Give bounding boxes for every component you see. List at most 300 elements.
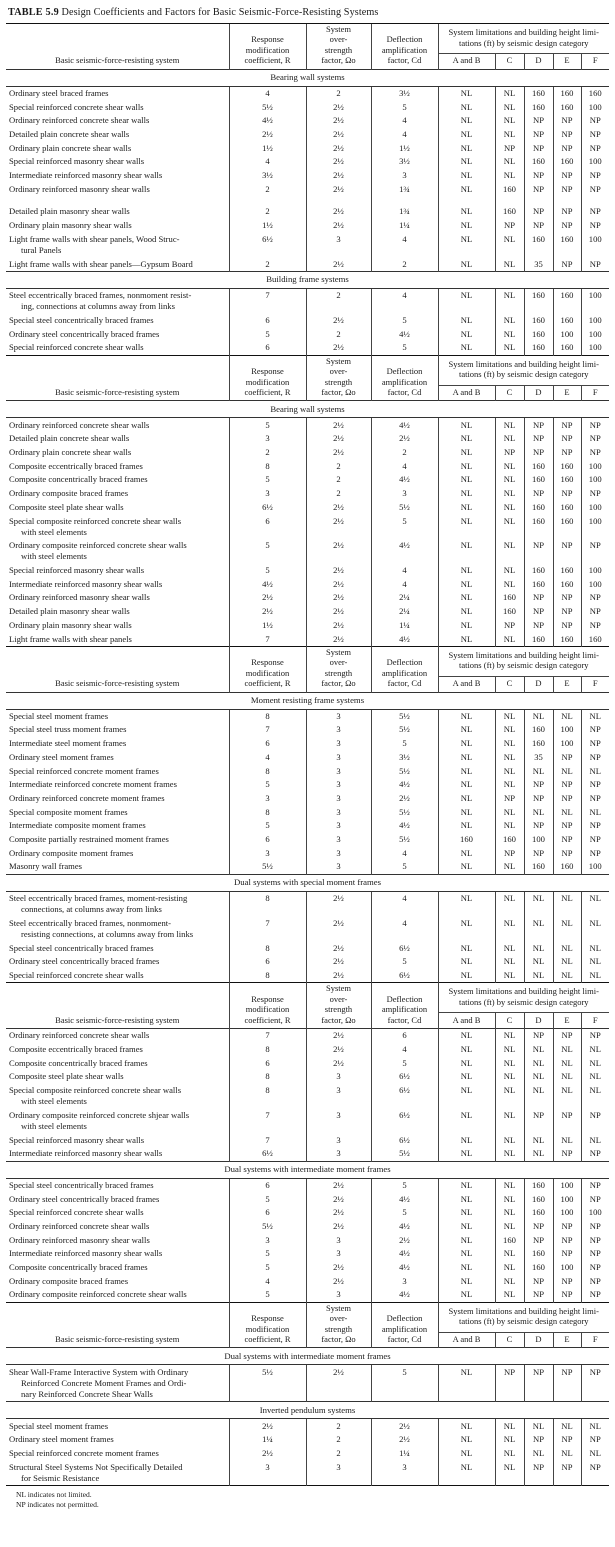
cell-sdc-f: 100 bbox=[581, 473, 609, 487]
cell-sdc-e: NL bbox=[553, 1447, 581, 1461]
cell-sdc-d: 160 bbox=[524, 232, 553, 257]
cell-system-overstrength: 2½ bbox=[306, 917, 371, 942]
cell-sdc-ab: NL bbox=[438, 764, 495, 778]
cell-deflection-amplification: 1¼ bbox=[371, 619, 438, 633]
column-header-system-label: Basic seismic-force-resisting system bbox=[55, 1334, 180, 1345]
system-name-line1: Ordinary composite reinforced concrete shjear walls bbox=[9, 1109, 190, 1120]
cell-sdc-c: NL bbox=[495, 1433, 524, 1447]
cell-sdc-c: NL bbox=[495, 1109, 524, 1134]
cell-sdc-ab: NL bbox=[438, 539, 495, 564]
table-caption: Design Coefficients and Factors for Basic Seismic-Force-Resisting Systems bbox=[61, 7, 379, 18]
cell-sdc-c: NL bbox=[495, 539, 524, 564]
cell-system-overstrength: 2½ bbox=[306, 514, 371, 539]
cell-sdc-f: NP bbox=[581, 1433, 609, 1447]
table-row bbox=[6, 1178, 609, 1192]
cell-system-overstrength: 2½ bbox=[306, 169, 371, 183]
table-row bbox=[6, 792, 609, 806]
cell-system-name bbox=[6, 1084, 229, 1109]
cell-sdc-f: NP bbox=[581, 1247, 609, 1261]
cell-deflection-amplification: 4 bbox=[371, 232, 438, 257]
cell-sdc-e: 100 bbox=[553, 1192, 581, 1206]
table-header-row-top bbox=[6, 1302, 609, 1332]
table-row bbox=[6, 1460, 609, 1485]
cell-deflection-amplification: 5½ bbox=[371, 723, 438, 737]
cell-sdc-e: NP bbox=[553, 1365, 581, 1402]
cell-sdc-ab: NL bbox=[438, 792, 495, 806]
column-header-system bbox=[6, 24, 229, 70]
spacer-cell bbox=[306, 196, 371, 205]
system-name-line1: Ordinary reinforced masonry shear walls bbox=[9, 1234, 150, 1245]
system-name-line2: connections, at columns away from links bbox=[21, 904, 162, 915]
cell-sdc-ab: NL bbox=[438, 141, 495, 155]
omega-line1: System bbox=[325, 646, 352, 657]
cell-response-modification: 6 bbox=[229, 1056, 306, 1070]
cell-deflection-amplification: 2½ bbox=[371, 432, 438, 446]
omega-line4: factor, Ωo bbox=[321, 1014, 356, 1025]
spacer-cell bbox=[6, 196, 229, 205]
cell-sdc-e: 160 bbox=[553, 86, 581, 100]
r-line1: Response bbox=[251, 1313, 284, 1324]
cell-deflection-amplification: 1¼ bbox=[371, 219, 438, 233]
cell-sdc-f: NP bbox=[581, 205, 609, 219]
cell-response-modification: 4 bbox=[229, 751, 306, 765]
cell-sdc-ab: NL bbox=[438, 1147, 495, 1161]
cell-response-modification: 3 bbox=[229, 432, 306, 446]
cell-sdc-ab: NL bbox=[438, 1365, 495, 1402]
bottom-rule-cell bbox=[371, 1486, 438, 1487]
spacer-cell bbox=[371, 196, 438, 205]
cell-sdc-c: NL bbox=[495, 1147, 524, 1161]
system-name-line1: Masonry wall frames bbox=[9, 861, 83, 872]
cell-deflection-amplification: 4½ bbox=[371, 778, 438, 792]
cell-system-overstrength: 2 bbox=[306, 1419, 371, 1433]
cell-sdc-e: 160 bbox=[553, 232, 581, 257]
cell-sdc-c: NL bbox=[495, 514, 524, 539]
cell-system-overstrength: 2½ bbox=[306, 955, 371, 969]
cell-response-modification: 4 bbox=[229, 86, 306, 100]
cell-deflection-amplification: 5 bbox=[371, 341, 438, 355]
table-row bbox=[6, 182, 609, 196]
cell-response-modification: 6 bbox=[229, 341, 306, 355]
cell-deflection-amplification: 5 bbox=[371, 860, 438, 874]
cell-sdc-d: 160 bbox=[524, 514, 553, 539]
system-name-line1: Special composite reinforced concrete shear walls bbox=[9, 515, 182, 526]
cell-response-modification: 1½ bbox=[229, 141, 306, 155]
omega-line4: factor, Ωo bbox=[321, 387, 356, 397]
cell-sdc-d: NP bbox=[524, 432, 553, 446]
system-name-line2: for Seismic Resistance bbox=[21, 1472, 100, 1483]
system-name-line1: Ordinary reinforced concrete moment frames bbox=[9, 792, 165, 803]
cd-line2: amplification bbox=[381, 44, 428, 55]
cd-line1: Deflection bbox=[386, 657, 423, 668]
cell-sdc-ab: NL bbox=[438, 514, 495, 539]
cell-sdc-d: 160 bbox=[524, 473, 553, 487]
system-name-line1: Composite concentrically braced frames bbox=[9, 1057, 148, 1068]
cell-sdc-ab: 160 bbox=[438, 833, 495, 847]
cell-sdc-f: NP bbox=[581, 487, 609, 501]
cell-sdc-c: NL bbox=[495, 1192, 524, 1206]
cell-response-modification: 5½ bbox=[229, 1220, 306, 1234]
cell-deflection-amplification: 2½ bbox=[371, 1433, 438, 1447]
cell-sdc-d: NP bbox=[524, 418, 553, 432]
table-title bbox=[6, 4, 609, 23]
table-row bbox=[6, 232, 609, 257]
cell-sdc-f: NP bbox=[581, 737, 609, 751]
cell-system-name bbox=[6, 1028, 229, 1042]
cell-sdc-e: NL bbox=[553, 1070, 581, 1084]
cell-system-name bbox=[6, 1206, 229, 1220]
system-name-line1: Special reinforced masonry shear walls bbox=[9, 1134, 145, 1145]
cell-sdc-ab: NL bbox=[438, 737, 495, 751]
cell-deflection-amplification: 4½ bbox=[371, 539, 438, 564]
cell-response-modification: 3 bbox=[229, 1233, 306, 1247]
table-row bbox=[6, 917, 609, 942]
cell-sdc-d: NP bbox=[524, 1233, 553, 1247]
system-name-line1: Ordinary steel moment frames bbox=[9, 1434, 114, 1445]
section-header-row bbox=[6, 401, 609, 418]
cell-system-overstrength: 3 bbox=[306, 709, 371, 723]
system-name-line2: Reinforced Concrete Moment Frames and Ordi- bbox=[21, 1377, 187, 1388]
cell-sdc-f: 100 bbox=[581, 327, 609, 341]
cell-sdc-e: 160 bbox=[553, 632, 581, 646]
cd-line2: amplification bbox=[381, 376, 428, 387]
cell-response-modification: 7 bbox=[229, 632, 306, 646]
table-row bbox=[6, 1133, 609, 1147]
cell-system-name bbox=[6, 288, 229, 313]
system-name-line1: Special reinforced concrete moment frames bbox=[9, 765, 159, 776]
cell-sdc-f: NP bbox=[581, 446, 609, 460]
limitations-line1: System limitations and building height limi- bbox=[448, 986, 599, 997]
cell-sdc-d: NP bbox=[524, 846, 553, 860]
system-name-line1: Special reinforced concrete shear walls bbox=[9, 342, 144, 353]
cell-sdc-c: NL bbox=[495, 1247, 524, 1261]
cell-response-modification: 5 bbox=[229, 539, 306, 564]
cell-sdc-f: NP bbox=[581, 1147, 609, 1161]
cell-sdc-c: NL bbox=[495, 473, 524, 487]
cell-system-name bbox=[6, 1178, 229, 1192]
cell-sdc-e: NP bbox=[553, 432, 581, 446]
cell-sdc-e: NL bbox=[553, 955, 581, 969]
column-header-system-limitations bbox=[438, 24, 609, 54]
cell-sdc-c: NP bbox=[495, 219, 524, 233]
cell-system-name bbox=[6, 891, 229, 916]
system-name-line1: Composite partially restrained moment frames bbox=[9, 833, 169, 844]
cell-sdc-f: NP bbox=[581, 1192, 609, 1206]
system-name-line1: Light frame walls with shear panels bbox=[9, 633, 132, 644]
cell-sdc-f: NP bbox=[581, 591, 609, 605]
cell-sdc-d: NL bbox=[524, 1070, 553, 1084]
cell-sdc-c: NL bbox=[495, 805, 524, 819]
cell-sdc-ab: NL bbox=[438, 1419, 495, 1433]
cell-sdc-f: NP bbox=[581, 128, 609, 142]
system-name-line1: Special reinforced concrete shear walls bbox=[9, 101, 144, 112]
system-name-line3: nary Reinforced Concrete Shear Walls bbox=[21, 1388, 153, 1399]
cell-sdc-d: NP bbox=[524, 128, 553, 142]
cell-sdc-e: NP bbox=[553, 792, 581, 806]
system-name-line1: Light frame walls with shear panels, Wood Struc- bbox=[9, 233, 180, 244]
section-header-row bbox=[6, 1348, 609, 1365]
cell-sdc-e: NL bbox=[553, 1084, 581, 1109]
cell-sdc-f: NP bbox=[581, 1261, 609, 1275]
cell-response-modification: 8 bbox=[229, 941, 306, 955]
column-header-deflection-amplification bbox=[371, 983, 438, 1029]
limitations-line2: tations (ft) by seismic design category bbox=[458, 37, 589, 48]
cell-sdc-e: NP bbox=[553, 619, 581, 633]
cell-sdc-d: 160 bbox=[524, 1192, 553, 1206]
cell-sdc-f: 100 bbox=[581, 1206, 609, 1220]
column-header-system-overstrength bbox=[306, 1302, 371, 1348]
cell-sdc-f: NL bbox=[581, 1133, 609, 1147]
cell-sdc-e: 100 bbox=[553, 1178, 581, 1192]
cell-response-modification: 5 bbox=[229, 778, 306, 792]
cell-response-modification: 6 bbox=[229, 1206, 306, 1220]
cell-system-overstrength: 3 bbox=[306, 1147, 371, 1161]
cell-system-overstrength: 2½ bbox=[306, 1056, 371, 1070]
cell-sdc-c: NL bbox=[495, 778, 524, 792]
table-row bbox=[6, 709, 609, 723]
cell-system-name bbox=[6, 1070, 229, 1084]
column-header-system-overstrength bbox=[306, 24, 371, 70]
cell-system-name bbox=[6, 232, 229, 257]
cell-system-overstrength: 2½ bbox=[306, 969, 371, 983]
cell-response-modification: 3 bbox=[229, 792, 306, 806]
r-line2: modification bbox=[245, 1323, 290, 1334]
cell-sdc-ab: NL bbox=[438, 605, 495, 619]
omega-line1: System bbox=[325, 24, 352, 34]
r-line1: Response bbox=[251, 34, 284, 45]
cell-response-modification: 8 bbox=[229, 969, 306, 983]
cell-system-name bbox=[6, 564, 229, 578]
cell-sdc-c: NL bbox=[495, 1056, 524, 1070]
system-name-line1: Intermediate composite moment frames bbox=[9, 820, 146, 831]
cell-system-overstrength: 2½ bbox=[306, 1028, 371, 1042]
cd-line2: amplification bbox=[381, 1004, 428, 1015]
column-header-sdc-e: E bbox=[553, 1013, 581, 1029]
system-name-line1: Detailed plain masonry shear walls bbox=[9, 206, 130, 217]
section-header-label: Dual systems with intermediate moment frames bbox=[6, 1161, 609, 1178]
cell-sdc-d: NL bbox=[524, 1043, 553, 1057]
column-header-sdc-c: C bbox=[495, 676, 524, 692]
table-row bbox=[6, 619, 609, 633]
spacer-cell bbox=[553, 196, 581, 205]
cell-sdc-ab: NL bbox=[438, 1288, 495, 1302]
column-header-sdc-f: F bbox=[581, 1013, 609, 1029]
cell-sdc-ab: NL bbox=[438, 969, 495, 983]
system-name-line1: Intermediate reinforced concrete moment frames bbox=[9, 779, 177, 790]
cell-deflection-amplification: 4 bbox=[371, 1043, 438, 1057]
table-row bbox=[6, 1233, 609, 1247]
r-line2: modification bbox=[245, 1004, 290, 1015]
cell-sdc-ab: NL bbox=[438, 1084, 495, 1109]
column-header-sdc-e: E bbox=[553, 385, 581, 401]
cell-sdc-d: NP bbox=[524, 1288, 553, 1302]
cell-sdc-d: 160 bbox=[524, 723, 553, 737]
cell-sdc-e: NP bbox=[553, 539, 581, 564]
cell-sdc-e: NP bbox=[553, 114, 581, 128]
cell-system-name bbox=[6, 764, 229, 778]
cell-sdc-ab: NL bbox=[438, 232, 495, 257]
column-header-system-limitations bbox=[438, 355, 609, 385]
system-name-line1: Ordinary reinforced masonry shear walls bbox=[9, 183, 150, 194]
system-name-line2: with steel elements bbox=[21, 1096, 87, 1107]
cell-sdc-ab: NL bbox=[438, 501, 495, 515]
omega-line3: strength bbox=[324, 1323, 353, 1334]
cell-sdc-c: NL bbox=[495, 1070, 524, 1084]
cell-response-modification: 5 bbox=[229, 1192, 306, 1206]
omega-line1: System bbox=[325, 355, 352, 366]
cell-system-overstrength: 3 bbox=[306, 819, 371, 833]
cell-system-overstrength: 2 bbox=[306, 1447, 371, 1461]
omega-line2: over- bbox=[329, 366, 348, 377]
cell-sdc-ab: NL bbox=[438, 432, 495, 446]
cell-sdc-ab: NL bbox=[438, 100, 495, 114]
table-row bbox=[6, 155, 609, 169]
system-name-line1: Ordinary reinforced concrete shear walls bbox=[9, 1030, 150, 1041]
column-header-system-label: Basic seismic-force-resisting system bbox=[55, 1014, 180, 1025]
spacer-cell bbox=[438, 196, 495, 205]
cell-deflection-amplification: 2 bbox=[371, 257, 438, 271]
cell-sdc-e: NP bbox=[553, 205, 581, 219]
column-header-system-limitations bbox=[438, 983, 609, 1013]
cell-sdc-ab: NL bbox=[438, 1192, 495, 1206]
cell-response-modification: 5 bbox=[229, 819, 306, 833]
cell-sdc-ab: NL bbox=[438, 1261, 495, 1275]
limitations-line2: tations (ft) by seismic design category bbox=[458, 660, 589, 671]
cell-sdc-ab: NL bbox=[438, 341, 495, 355]
cell-sdc-f: NP bbox=[581, 539, 609, 564]
cell-system-overstrength: 3 bbox=[306, 1233, 371, 1247]
column-header-system-overstrength bbox=[306, 646, 371, 692]
bottom-rule-cell bbox=[438, 1486, 495, 1487]
system-name-line2: ing, connections at columns away from links bbox=[21, 301, 175, 312]
cell-response-modification: 2 bbox=[229, 446, 306, 460]
cell-sdc-c: 160 bbox=[495, 833, 524, 847]
cell-sdc-ab: NL bbox=[438, 459, 495, 473]
cell-sdc-c: NP bbox=[495, 792, 524, 806]
system-name-line1: Composite concentrically braced frames bbox=[9, 1262, 148, 1273]
cell-system-overstrength: 2½ bbox=[306, 632, 371, 646]
cell-system-name bbox=[6, 778, 229, 792]
cell-sdc-d: NP bbox=[524, 141, 553, 155]
cell-sdc-d: NP bbox=[524, 619, 553, 633]
cell-response-modification: 8 bbox=[229, 1043, 306, 1057]
cell-sdc-c: NL bbox=[495, 114, 524, 128]
omega-line4: factor, Ωo bbox=[321, 678, 356, 689]
cell-sdc-d: NP bbox=[524, 1433, 553, 1447]
column-header-system-label: Basic seismic-force-resisting system bbox=[55, 55, 180, 66]
cell-sdc-e: 160 bbox=[553, 341, 581, 355]
cell-system-overstrength: 3 bbox=[306, 860, 371, 874]
cell-deflection-amplification: 2½ bbox=[371, 1233, 438, 1247]
cell-system-overstrength: 3 bbox=[306, 1070, 371, 1084]
table-row bbox=[6, 737, 609, 751]
system-name-line1: Composite concentrically braced frames bbox=[9, 474, 148, 485]
column-header-response-modification bbox=[229, 355, 306, 401]
cell-sdc-ab: NL bbox=[438, 446, 495, 460]
cell-response-modification: 5 bbox=[229, 1261, 306, 1275]
cell-deflection-amplification: 3½ bbox=[371, 86, 438, 100]
table-row bbox=[6, 819, 609, 833]
cell-system-name bbox=[6, 100, 229, 114]
omega-line2: over- bbox=[329, 657, 348, 668]
table-row bbox=[6, 605, 609, 619]
cell-response-modification: 5 bbox=[229, 1247, 306, 1261]
cell-response-modification: 5 bbox=[229, 564, 306, 578]
cell-response-modification: 7 bbox=[229, 288, 306, 313]
cell-sdc-d: 160 bbox=[524, 86, 553, 100]
cell-sdc-ab: NL bbox=[438, 1178, 495, 1192]
column-header-response-modification bbox=[229, 983, 306, 1029]
r-line3: coefficient, R bbox=[244, 678, 291, 689]
cell-sdc-ab: NL bbox=[438, 846, 495, 860]
cell-sdc-e: NP bbox=[553, 1274, 581, 1288]
system-name-line1: Special reinforced concrete shear walls bbox=[9, 1207, 144, 1218]
table-row bbox=[6, 501, 609, 515]
table-row bbox=[6, 1247, 609, 1261]
bottom-rule-cell bbox=[524, 1486, 553, 1487]
table-row bbox=[6, 778, 609, 792]
cell-sdc-f: 100 bbox=[581, 341, 609, 355]
table-row bbox=[6, 1070, 609, 1084]
cell-sdc-ab: NL bbox=[438, 169, 495, 183]
spacer-cell bbox=[581, 196, 609, 205]
r-line1: Response bbox=[251, 366, 284, 377]
system-name-line1: Intermediate reinforced masonry shear walls bbox=[9, 170, 163, 181]
cell-system-overstrength: 3 bbox=[306, 1084, 371, 1109]
cell-sdc-e: NL bbox=[553, 891, 581, 916]
cell-deflection-amplification: 4½ bbox=[371, 1288, 438, 1302]
cell-response-modification: 6 bbox=[229, 1178, 306, 1192]
cell-system-overstrength: 3 bbox=[306, 751, 371, 765]
cell-sdc-c: NL bbox=[495, 100, 524, 114]
cell-system-overstrength: 2½ bbox=[306, 1365, 371, 1402]
cell-system-name bbox=[6, 314, 229, 328]
table-row bbox=[6, 514, 609, 539]
cell-sdc-d: NP bbox=[524, 1109, 553, 1134]
column-header-sdc-d: D bbox=[524, 1013, 553, 1029]
cell-sdc-d: NP bbox=[524, 182, 553, 196]
cell-sdc-d: NL bbox=[524, 917, 553, 942]
table-row bbox=[6, 219, 609, 233]
cell-sdc-e: NP bbox=[553, 778, 581, 792]
cell-sdc-c: NL bbox=[495, 1133, 524, 1147]
cell-sdc-f: NP bbox=[581, 1460, 609, 1485]
cell-sdc-ab: NL bbox=[438, 418, 495, 432]
cell-response-modification: 6 bbox=[229, 833, 306, 847]
cell-system-overstrength: 3 bbox=[306, 1288, 371, 1302]
system-name-line2: tural Panels bbox=[21, 244, 62, 255]
cell-sdc-ab: NL bbox=[438, 632, 495, 646]
cell-sdc-f: 100 bbox=[581, 232, 609, 257]
table-row bbox=[6, 941, 609, 955]
system-name-line1: Composite steel plate shear walls bbox=[9, 1071, 124, 1082]
cell-sdc-c: NL bbox=[495, 723, 524, 737]
cell-deflection-amplification: 5 bbox=[371, 1365, 438, 1402]
cell-sdc-e: 160 bbox=[553, 501, 581, 515]
table-row bbox=[6, 860, 609, 874]
cell-sdc-e: NP bbox=[553, 182, 581, 196]
cell-sdc-e: NP bbox=[553, 446, 581, 460]
cell-sdc-d: 160 bbox=[524, 288, 553, 313]
cell-system-name bbox=[6, 1261, 229, 1275]
cell-sdc-ab: NL bbox=[438, 891, 495, 916]
cell-system-name bbox=[6, 539, 229, 564]
table-row bbox=[6, 1147, 609, 1161]
system-name-line1: Ordinary composite moment frames bbox=[9, 847, 134, 858]
cell-sdc-d: NP bbox=[524, 605, 553, 619]
cell-deflection-amplification: 4½ bbox=[371, 1220, 438, 1234]
footnote-np: NP indicates not permitted. bbox=[16, 1499, 99, 1509]
